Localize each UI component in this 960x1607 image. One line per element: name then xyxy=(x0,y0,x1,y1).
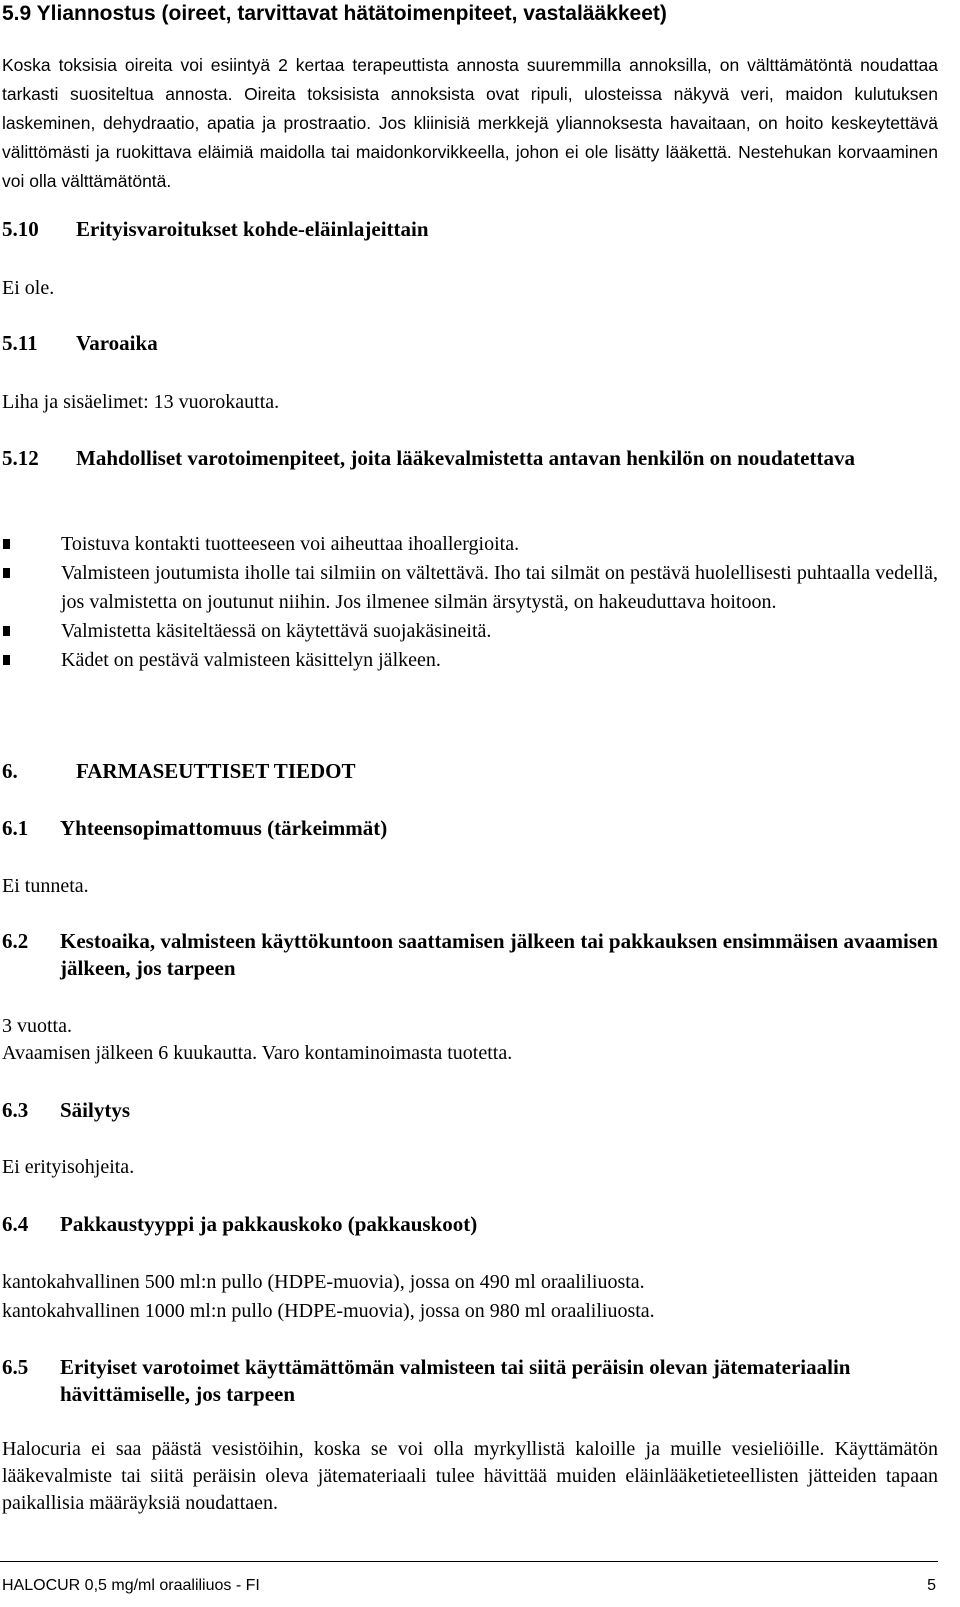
section-6-5-heading: 6.5 Erityiset varotoimet käyttämättömän valmisteen tai siitä peräisin olevan jätemateriaalin hävittämiselle, jos tarpeen xyxy=(2,1355,851,1406)
section-6-3-text: Ei erityisohjeita. xyxy=(2,1156,135,1178)
list-item: Valmistetta käsiteltäessä on käytettävä suojakäsineitä. xyxy=(2,617,938,646)
section-5-11-heading: 5.11 Varoaika xyxy=(2,331,158,355)
list-item: Kädet on pestävä valmisteen käsittelyn jälkeen. xyxy=(2,646,938,675)
section-5-10-text: Ei ole. xyxy=(2,277,55,299)
list-item: Toistuva kontakti tuotteeseen voi aiheuttaa ihoallergioita. xyxy=(2,530,938,559)
page-footer xyxy=(2,1576,936,1596)
section-5-12-heading: 5.12 Mahdolliset varotoimenpiteet, joita lääkevalmistetta antavan henkilön on noudatettava xyxy=(2,446,855,470)
page-number: 5 xyxy=(927,1577,936,1594)
section-6-2-text: 3 vuotta. Avaamisen jälkeen 6 kuukautta. Varo kontaminoimasta tuotetta. xyxy=(2,1015,513,1064)
list-item: Valmisteen joutumista iholle tai silmiin on vältettävä. Iho tai silmät on pestävä huolellisesti puhtaalla vedellä, jos valmistetta on joutunut niihin. Jos ilmenee silmän ärsytystä, on hakeuduttava hoitoon. xyxy=(2,559,938,617)
section-6-4-heading: 6.4 Pakkaustyyppi ja pakkauskoko (pakkauskoot) xyxy=(2,1212,478,1236)
section-6-1-text: Ei tunneta. xyxy=(2,875,89,897)
section-5-9-title: 5.9 Yliannostus (oireet, tarvittavat hätätoimenpiteet, vastalääkkeet) xyxy=(2,2,667,25)
square-bullet-icon xyxy=(3,539,10,549)
footer-divider xyxy=(0,1561,938,1562)
section-6-3-heading: 6.3 Säilytys xyxy=(2,1098,131,1122)
section-5-9-paragraph: Koska toksisia oireita voi esiintyä 2 kertaa terapeuttista annosta suuremmilla annoksilla, on välttämätöntä noudattaa tarkasti suositeltua annosta. Oireita toksisista annoksista ovat ripuli, ulosteissa näkyvä veri, maidon kulutuksen laskeminen, dehydraatio, apatia ja prostraatio. Jos kliinisiä merkkejä yliannoksesta havaitaan, on hoito keskeytettävä välittömästi ja ruokittava eläimiä maidolla tai maidonkorvikkeella, johon ei ole lisätty lääkettä. Nestehukan korvaaminen voi olla välttämätöntä. xyxy=(2,55,939,191)
section-6-1-heading: 6.1 Yhteensopimattomuus (tärkeimmät) xyxy=(2,816,388,840)
square-bullet-icon xyxy=(3,568,10,578)
section-6-heading: 6. FARMASEUTTISET TIEDOT xyxy=(2,759,356,783)
square-bullet-icon xyxy=(3,626,10,636)
section-5-10-heading: 5.10 Erityisvaroitukset kohde-eläinlajeittain xyxy=(2,217,429,241)
section-6-4-text: kantokahvallinen 500 ml:n pullo (HDPE-muovia), jossa on 490 ml oraaliliuosta. kantokahvallinen 1000 ml:n pullo (HDPE-muovia), jossa on 980 ml oraaliliuosta. xyxy=(2,1271,655,1322)
precaution-list xyxy=(2,530,938,675)
square-bullet-icon xyxy=(3,655,10,665)
section-6-5-text: Halocuria ei saa päästä vesistöihin, koska se voi olla myrkyllistä kaloille ja muille vesieliöille. Käyttämätön lääkevalmiste tai siitä peräisin oleva jätemateriaali tulee hävittää muiden eläinlääketieteellisten jätteiden tapaan paikallisia määräyksiä noudattaen. xyxy=(2,1438,938,1514)
section-5-9-heading xyxy=(2,0,938,27)
section-6-2-heading: 6.2 Kestoaika, valmisteen käyttökuntoon saattamisen jälkeen tai pakkauksen ensimmäisen avaamisen jälkeen, jos tarpeen xyxy=(2,929,938,980)
section-5-11-text: Liha ja sisäelimet: 13 vuorokautta. xyxy=(2,391,280,413)
footer-document-name: HALOCUR 0,5 mg/ml oraaliliuos - FI xyxy=(2,1577,260,1594)
